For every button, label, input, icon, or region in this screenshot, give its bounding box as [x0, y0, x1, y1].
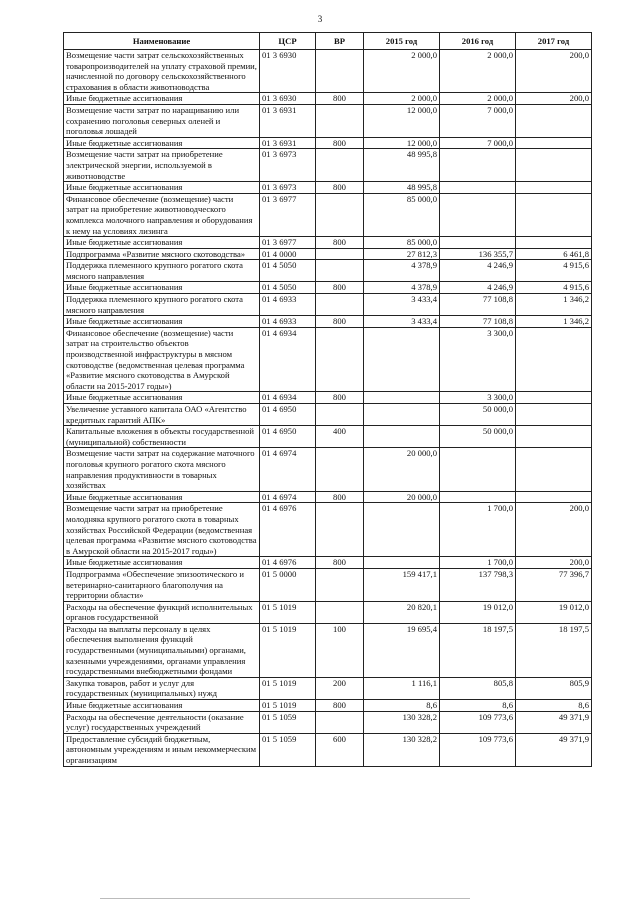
cell-name: Расходы на обеспечение деятельности (оказание услуг) государственных учреждений — [64, 711, 260, 733]
cell-2015 — [364, 426, 440, 448]
cell-vr: 800 — [316, 700, 364, 712]
cell-name: Иные бюджетные ассигнования — [64, 282, 260, 294]
cell-vr: 400 — [316, 426, 364, 448]
cell-csr: 01 3 6977 — [260, 193, 316, 236]
cell-csr: 01 4 6976 — [260, 503, 316, 557]
cell-csr: 01 3 6973 — [260, 182, 316, 194]
cell-2016: 1 700,0 — [440, 557, 516, 569]
cell-csr: 01 4 6950 — [260, 404, 316, 426]
table-row — [64, 700, 592, 712]
table-row — [64, 149, 592, 182]
header-vr: ВР — [316, 33, 364, 50]
cell-name: Подпрограмма «Обеспечение эпизоотического и ветеринарно-санитарного благополучия на территории области» — [64, 568, 260, 601]
cell-2016: 4 246,9 — [440, 260, 516, 282]
cell-2017 — [516, 404, 592, 426]
cell-vr — [316, 601, 364, 623]
cell-2017: 200,0 — [516, 93, 592, 105]
table-row — [64, 601, 592, 623]
cell-csr: 01 5 1019 — [260, 623, 316, 677]
cell-vr — [316, 50, 364, 93]
header-2017: 2017 год — [516, 33, 592, 50]
cell-2016: 50 000,0 — [440, 426, 516, 448]
cell-vr — [316, 503, 364, 557]
cell-name: Закупка товаров, работ и услуг для государственных (муниципальных) нужд — [64, 677, 260, 699]
cell-csr: 01 4 6933 — [260, 316, 316, 328]
table-row — [64, 316, 592, 328]
cell-2017: 18 197,5 — [516, 623, 592, 677]
cell-2016: 50 000,0 — [440, 404, 516, 426]
cell-2015: 3 433,4 — [364, 316, 440, 328]
cell-2017: 19 012,0 — [516, 601, 592, 623]
cell-2015: 27 812,3 — [364, 248, 440, 260]
cell-2017: 6 461,8 — [516, 248, 592, 260]
cell-2015: 20 000,0 — [364, 448, 440, 491]
cell-name: Возмещение части затрат на содержание маточного поголовья крупного рогатого скота мясного направления продуктивности в товарных хозяйствах — [64, 448, 260, 491]
cell-2016: 136 355,7 — [440, 248, 516, 260]
cell-2016: 3 300,0 — [440, 392, 516, 404]
cell-2015 — [364, 503, 440, 557]
cell-2017 — [516, 426, 592, 448]
cell-name: Иные бюджетные ассигнования — [64, 392, 260, 404]
cell-2015: 2 000,0 — [364, 50, 440, 93]
cell-2016: 77 108,8 — [440, 316, 516, 328]
header-2016: 2016 год — [440, 33, 516, 50]
cell-vr — [316, 294, 364, 316]
cell-2016 — [440, 237, 516, 249]
table-row — [64, 182, 592, 194]
cell-name: Иные бюджетные ассигнования — [64, 182, 260, 194]
cell-name: Поддержка племенного крупного рогатого скота мясного направления — [64, 294, 260, 316]
cell-2017: 49 371,9 — [516, 711, 592, 733]
cell-2015: 48 995,8 — [364, 182, 440, 194]
cell-2015 — [364, 404, 440, 426]
cell-2016: 109 773,6 — [440, 733, 516, 766]
cell-csr: 01 5 1059 — [260, 711, 316, 733]
cell-name: Иные бюджетные ассигнования — [64, 316, 260, 328]
cell-csr: 01 3 6930 — [260, 93, 316, 105]
cell-csr: 01 3 6931 — [260, 137, 316, 149]
cell-2015: 12 000,0 — [364, 104, 440, 137]
cell-2016 — [440, 182, 516, 194]
cell-csr: 01 3 6977 — [260, 237, 316, 249]
cell-2017 — [516, 448, 592, 491]
cell-2016: 8,6 — [440, 700, 516, 712]
cell-name: Поддержка племенного крупного рогатого скота мясного направления — [64, 260, 260, 282]
table-body — [64, 50, 592, 767]
table-row — [64, 392, 592, 404]
cell-2015: 20 000,0 — [364, 491, 440, 503]
cell-2015: 85 000,0 — [364, 237, 440, 249]
cell-2015: 85 000,0 — [364, 193, 440, 236]
cell-vr: 800 — [316, 93, 364, 105]
cell-name: Иные бюджетные ассигнования — [64, 700, 260, 712]
cell-vr: 800 — [316, 557, 364, 569]
cell-2015: 159 417,1 — [364, 568, 440, 601]
cell-csr: 01 3 6930 — [260, 50, 316, 93]
cell-2015: 19 695,4 — [364, 623, 440, 677]
cell-2016: 77 108,8 — [440, 294, 516, 316]
cell-name: Возмещение части затрат по наращиванию или сохранению поголовья северных оленей и поголовья лошадей — [64, 104, 260, 137]
cell-2016: 18 197,5 — [440, 623, 516, 677]
cell-csr: 01 5 0000 — [260, 568, 316, 601]
cell-vr: 800 — [316, 392, 364, 404]
cell-2017 — [516, 182, 592, 194]
table-row — [64, 294, 592, 316]
cell-2015: 130 328,2 — [364, 733, 440, 766]
budget-table — [63, 32, 592, 767]
header-name: Наименование — [64, 33, 260, 50]
cell-name: Иные бюджетные ассигнования — [64, 137, 260, 149]
cell-csr: 01 5 1019 — [260, 601, 316, 623]
cell-2016: 2 000,0 — [440, 50, 516, 93]
table-row — [64, 327, 592, 392]
cell-csr: 01 4 6976 — [260, 557, 316, 569]
table-row — [64, 623, 592, 677]
table-row — [64, 193, 592, 236]
cell-name: Иные бюджетные ассигнования — [64, 237, 260, 249]
cell-csr: 01 4 6950 — [260, 426, 316, 448]
cell-2017 — [516, 193, 592, 236]
cell-2015: 12 000,0 — [364, 137, 440, 149]
cell-vr: 800 — [316, 237, 364, 249]
cell-2016: 7 000,0 — [440, 137, 516, 149]
cell-2015: 4 378,9 — [364, 260, 440, 282]
table-row — [64, 557, 592, 569]
cell-csr: 01 4 6974 — [260, 448, 316, 491]
table-row — [64, 260, 592, 282]
cell-vr: 800 — [316, 491, 364, 503]
cell-2016 — [440, 149, 516, 182]
cell-vr: 800 — [316, 282, 364, 294]
cell-2016: 7 000,0 — [440, 104, 516, 137]
table-row — [64, 104, 592, 137]
cell-name: Подпрограмма «Развитие мясного скотоводства» — [64, 248, 260, 260]
cell-vr — [316, 104, 364, 137]
cell-2015: 8,6 — [364, 700, 440, 712]
cell-vr — [316, 448, 364, 491]
cell-2016: 805,8 — [440, 677, 516, 699]
page-number: 3 — [317, 14, 323, 24]
cell-csr: 01 5 1019 — [260, 677, 316, 699]
cell-2015 — [364, 557, 440, 569]
table-row — [64, 248, 592, 260]
cell-2017: 805,9 — [516, 677, 592, 699]
cell-2015: 3 433,4 — [364, 294, 440, 316]
cell-2016: 109 773,6 — [440, 711, 516, 733]
cell-2017 — [516, 327, 592, 392]
cell-vr: 800 — [316, 316, 364, 328]
header-2015: 2015 год — [364, 33, 440, 50]
cell-2016 — [440, 193, 516, 236]
cell-2017 — [516, 491, 592, 503]
cell-name: Увеличение уставного капитала ОАО «Агентство кредитных гарантий АПК» — [64, 404, 260, 426]
cell-2015: 130 328,2 — [364, 711, 440, 733]
cell-2015: 2 000,0 — [364, 93, 440, 105]
cell-2016: 4 246,9 — [440, 282, 516, 294]
cell-csr: 01 4 6934 — [260, 327, 316, 392]
table-row — [64, 711, 592, 733]
cell-2017: 200,0 — [516, 50, 592, 93]
cell-2016 — [440, 448, 516, 491]
cell-vr — [316, 327, 364, 392]
table-header-row — [64, 33, 592, 50]
cell-2015 — [364, 327, 440, 392]
cell-vr — [316, 260, 364, 282]
cell-name: Капитальные вложения в объекты государственной (муниципальной) собственности — [64, 426, 260, 448]
header-csr: ЦСР — [260, 33, 316, 50]
cell-2015: 1 116,1 — [364, 677, 440, 699]
cell-2017: 4 915,6 — [516, 260, 592, 282]
cell-vr: 100 — [316, 623, 364, 677]
cell-vr: 800 — [316, 182, 364, 194]
cell-csr: 01 5 1059 — [260, 733, 316, 766]
table-row — [64, 93, 592, 105]
cell-csr: 01 5 1019 — [260, 700, 316, 712]
table-row — [64, 137, 592, 149]
cell-name: Возмещение части затрат на приобретение молодняка крупного рогатого скота в товарных хозяйствах Российской Федерации (ведомственная целевая программа «Развитие мясного скотоводства в Амурской области на 2015-2017 годы») — [64, 503, 260, 557]
cell-vr — [316, 711, 364, 733]
cell-name: Предоставление субсидий бюджетным, автономным учреждениям и иным некоммерческим организациям — [64, 733, 260, 766]
cell-name: Расходы на обеспечение функций исполнительных органов государственной — [64, 601, 260, 623]
table-row — [64, 677, 592, 699]
cell-2017 — [516, 104, 592, 137]
cell-2017 — [516, 392, 592, 404]
cell-csr: 01 4 6934 — [260, 392, 316, 404]
cell-2017: 49 371,9 — [516, 733, 592, 766]
cell-vr — [316, 248, 364, 260]
cell-csr: 01 3 6973 — [260, 149, 316, 182]
cell-2015: 20 820,1 — [364, 601, 440, 623]
cell-vr: 200 — [316, 677, 364, 699]
table-row — [64, 404, 592, 426]
cell-2015: 48 995,8 — [364, 149, 440, 182]
cell-vr — [316, 149, 364, 182]
table-row — [64, 50, 592, 93]
cell-name: Возмещение части затрат сельскохозяйственных товаропроизводителей на уплату страховой премии, начисленной по договору сельскохозяйственного страхования в области животноводства — [64, 50, 260, 93]
cell-csr: 01 4 0000 — [260, 248, 316, 260]
cell-2017: 200,0 — [516, 503, 592, 557]
cell-2017: 1 346,2 — [516, 316, 592, 328]
table-row — [64, 733, 592, 766]
cell-vr: 800 — [316, 137, 364, 149]
cell-name: Расходы на выплаты персоналу в целях обеспечения выполнения функций государственными (муниципальными) органами, казенными учреждениями, органами управления государственными внебюджетными фондами — [64, 623, 260, 677]
cell-name: Иные бюджетные ассигнования — [64, 491, 260, 503]
cell-csr: 01 4 5050 — [260, 260, 316, 282]
cell-2016: 3 300,0 — [440, 327, 516, 392]
cell-name: Финансовое обеспечение (возмещение) части затрат на строительство объектов производственной инфраструктуры в мясном скотоводстве (ведомственная целевая программа «Развитие мясного скотоводства в Амурской области на 2015-2017 годы») — [64, 327, 260, 392]
cell-csr: 01 4 5050 — [260, 282, 316, 294]
table-row — [64, 448, 592, 491]
cell-2016: 2 000,0 — [440, 93, 516, 105]
cell-vr — [316, 193, 364, 236]
cell-2017: 1 346,2 — [516, 294, 592, 316]
cell-vr: 600 — [316, 733, 364, 766]
cell-2017 — [516, 137, 592, 149]
cell-csr: 01 3 6931 — [260, 104, 316, 137]
cell-2017: 77 396,7 — [516, 568, 592, 601]
cell-2017: 4 915,6 — [516, 282, 592, 294]
cell-2017: 200,0 — [516, 557, 592, 569]
cell-name: Иные бюджетные ассигнования — [64, 557, 260, 569]
cell-name: Финансовое обеспечение (возмещение) части затрат на приобретение животноводческого комплекса молочного направления и оборудования к нему на условиях лизинга — [64, 193, 260, 236]
cell-2016: 137 798,3 — [440, 568, 516, 601]
cell-2015: 4 378,9 — [364, 282, 440, 294]
cell-2016: 1 700,0 — [440, 503, 516, 557]
cell-2017: 8,6 — [516, 700, 592, 712]
cell-2016: 19 012,0 — [440, 601, 516, 623]
cell-vr — [316, 568, 364, 601]
cell-name: Иные бюджетные ассигнования — [64, 93, 260, 105]
cell-name: Возмещение части затрат на приобретение электрической энергии, используемой в животноводстве — [64, 149, 260, 182]
cell-vr — [316, 404, 364, 426]
table-row — [64, 426, 592, 448]
cell-2015 — [364, 392, 440, 404]
cell-csr: 01 4 6933 — [260, 294, 316, 316]
cell-2017 — [516, 237, 592, 249]
cell-csr: 01 4 6974 — [260, 491, 316, 503]
table-row — [64, 237, 592, 249]
cell-2016 — [440, 491, 516, 503]
table-row — [64, 568, 592, 601]
table-row — [64, 491, 592, 503]
table-row — [64, 503, 592, 557]
table-row — [64, 282, 592, 294]
cell-2017 — [516, 149, 592, 182]
scan-edge-line — [100, 898, 470, 899]
